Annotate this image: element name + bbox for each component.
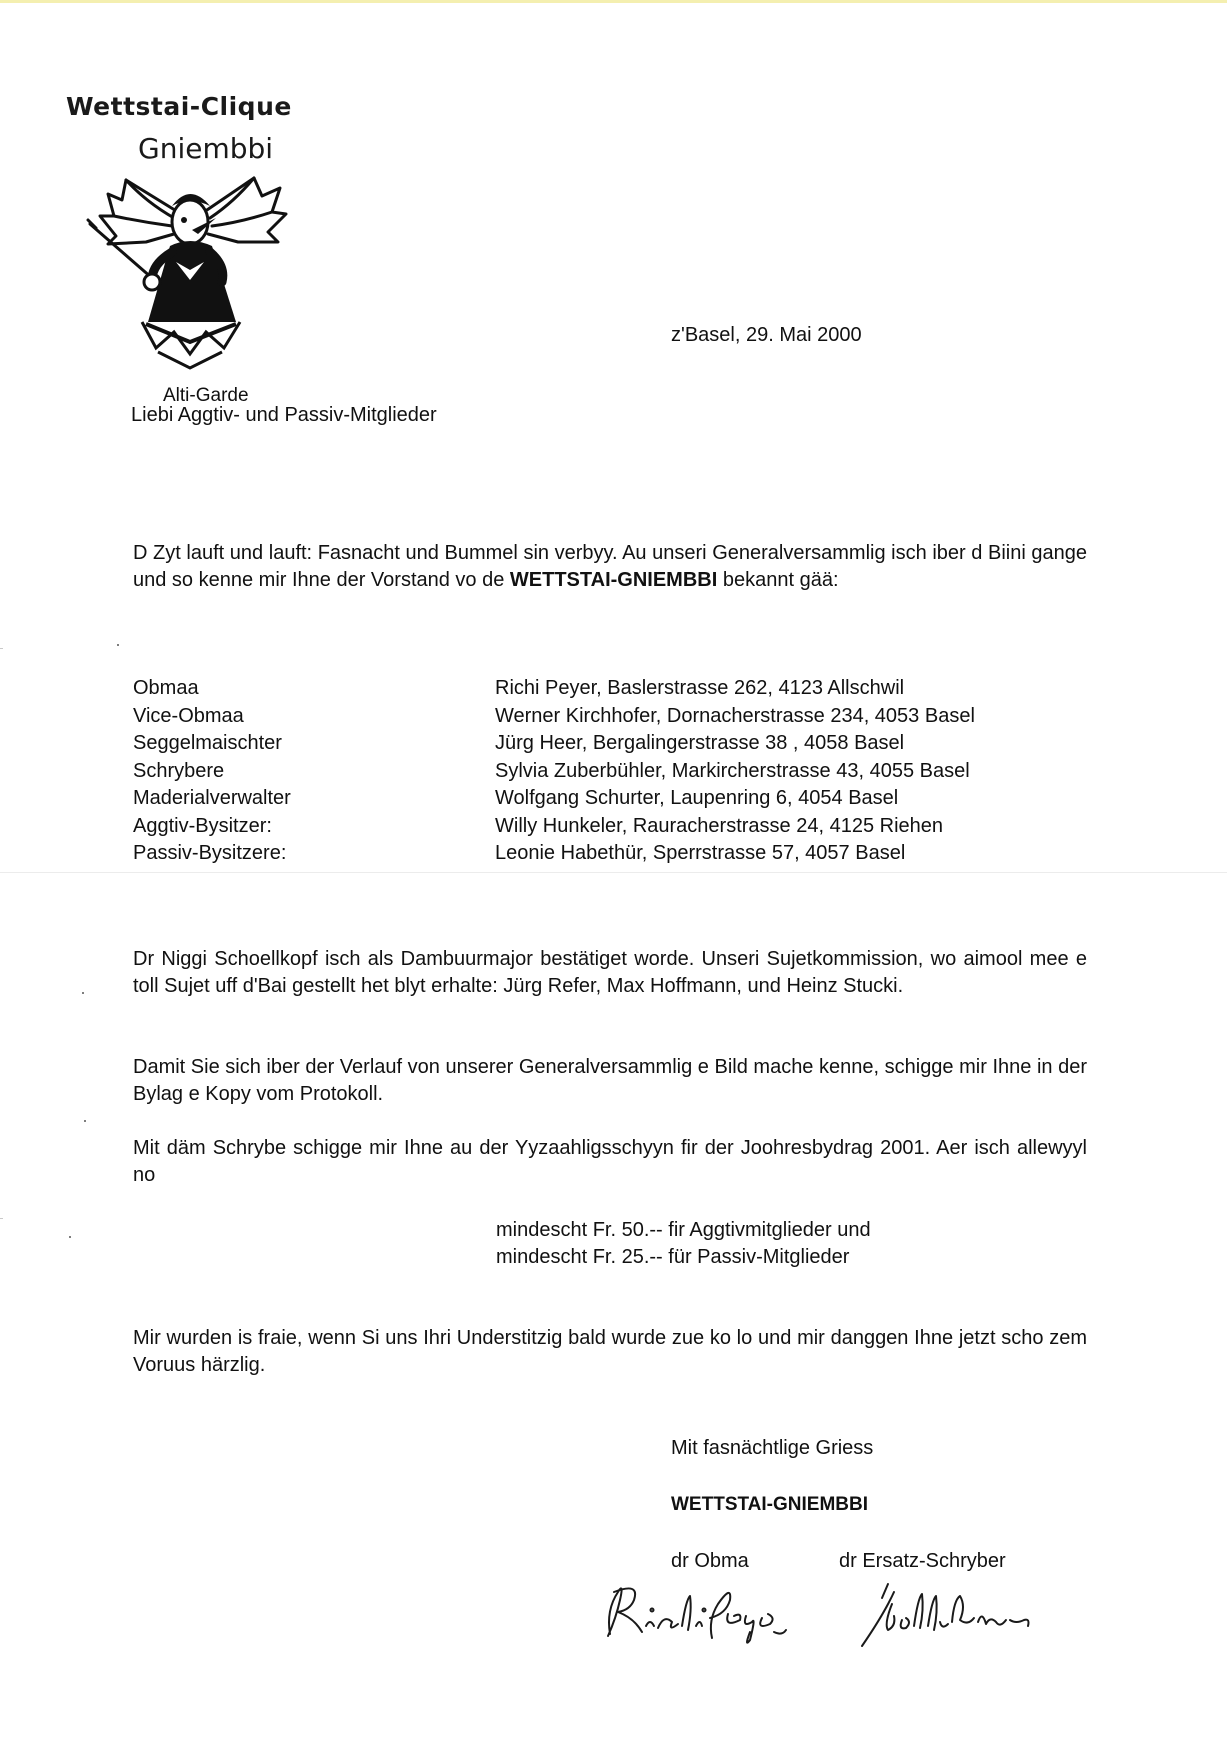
board-role: Vice-Obmaa [133, 704, 244, 727]
payment-paragraph: Mit däm Schrybe schigge mir Ihne au der Yyzaahligsschyyn fir der Joohresbydrag 2001. Aer isch allewyyl no [133, 1137, 1087, 1186]
signer-1-label: dr Obma [671, 1550, 749, 1572]
fasnacht-mascot-icon [86, 172, 310, 376]
board-role: Schrybere [133, 759, 225, 782]
board-person: Leonie Habethür, Sperrstrasse 57, 4057 Basel [495, 842, 906, 864]
intro-text-end: bekannt gää: [717, 569, 839, 591]
closing-sender: WETTSTAI-GNIEMBBI [671, 1494, 869, 1515]
board-role: Passiv-Bysitzere: [133, 842, 287, 864]
board-person: Willy Hunkeler, Rauracherstrasse 24, 4125 Riehen [495, 814, 943, 837]
dues-list [496, 1217, 871, 1271]
board-person: Richi Peyer, Baslerstrasse 262, 4123 Allschwil [495, 677, 905, 699]
signature-obma-icon [600, 1570, 850, 1650]
list-item [133, 813, 1093, 841]
board-person: Sylvia Zuberbühler, Markircherstrasse 43, 4055 Basel [495, 759, 970, 782]
hole-punch-mark [0, 1218, 3, 1219]
list-item [133, 730, 1093, 758]
club-name: Wettstai-Clique [66, 92, 292, 121]
board-person: Wolfgang Schurter, Laupenring 6, 4054 Basel [495, 787, 899, 809]
board-role: Aggtiv-Bysitzer: [133, 814, 272, 837]
scan-speck [84, 1120, 86, 1122]
list-item [133, 785, 1093, 813]
board-role: Seggelmaischter [133, 732, 282, 754]
paper-fold-line [0, 872, 1227, 873]
closing-greeting: Mit fasnächtlige Griess [671, 1437, 874, 1459]
intro-text: D Zyt lauft und lauft: Fasnacht und Bummel sin verbyy. Au unseri Generalversammlig isch iber d Biini gange und so kenne mir Ihne der Vorstand vo de [133, 542, 1087, 591]
list-item [133, 840, 1093, 868]
scan-speck [82, 992, 84, 994]
board-member-list [133, 675, 1093, 868]
signer-2-label: dr Ersatz-Schryber [839, 1550, 1006, 1572]
logo-caption: Alti-Garde [163, 385, 249, 406]
signature-ersatz-schryber-icon [848, 1570, 1068, 1650]
scan-speck [117, 644, 119, 646]
board-role: Maderialverwalter [133, 787, 291, 809]
board-person: Jürg Heer, Bergalingerstrasse 38 , 4058 Basel [495, 732, 905, 754]
list-item [133, 758, 1093, 786]
intro-paragraph [133, 540, 1087, 594]
board-role: Obmaa [133, 677, 199, 699]
board-person: Werner Kirchhofer, Dornacherstrasse 234, 4053 Basel [495, 704, 975, 727]
club-emphasis: WETTSTAI-GNIEMBBI [509, 569, 718, 591]
dues-passive: mindescht Fr. 25.-- für Passiv-Mitglieder [496, 1246, 850, 1268]
scan-speck [69, 1236, 71, 1238]
list-item [133, 675, 1093, 703]
hole-punch-mark [0, 648, 3, 649]
paper-top-edge [0, 0, 1227, 3]
date-line: z'Basel, 29. Mai 2000 [671, 324, 862, 346]
club-subgroup: Gniembbi [138, 132, 274, 165]
list-item [133, 703, 1093, 731]
salutation: Liebi Aggtiv- und Passiv-Mitglieder [131, 404, 437, 426]
protocol-paragraph: Damit Sie sich iber der Verlauf von unserer Generalversammlig e Bild mache kenne, schigge mir Ihne in der Bylag e Kopy vom Protokoll. [133, 1056, 1087, 1105]
dues-active: mindescht Fr. 50.-- fir Aggtivmitglieder und [496, 1219, 871, 1241]
drum-major-paragraph: Dr Niggi Schoellkopf isch als Dambuurmajor bestätiget worde. Unseri Sujetkommission, wo aimool mee e toll Sujet uff d'Bai gestellt het blyt erhalte: Jürg Refer, Max Hoffmann, und Heinz Stucki. [133, 948, 1087, 997]
thanks-paragraph: Mir wurden is fraie, wenn Si uns Ihri Understitzig bald wurde zue ko lo und mir danggen Ihne jetzt scho zem Voruus härzlig. [133, 1327, 1087, 1376]
